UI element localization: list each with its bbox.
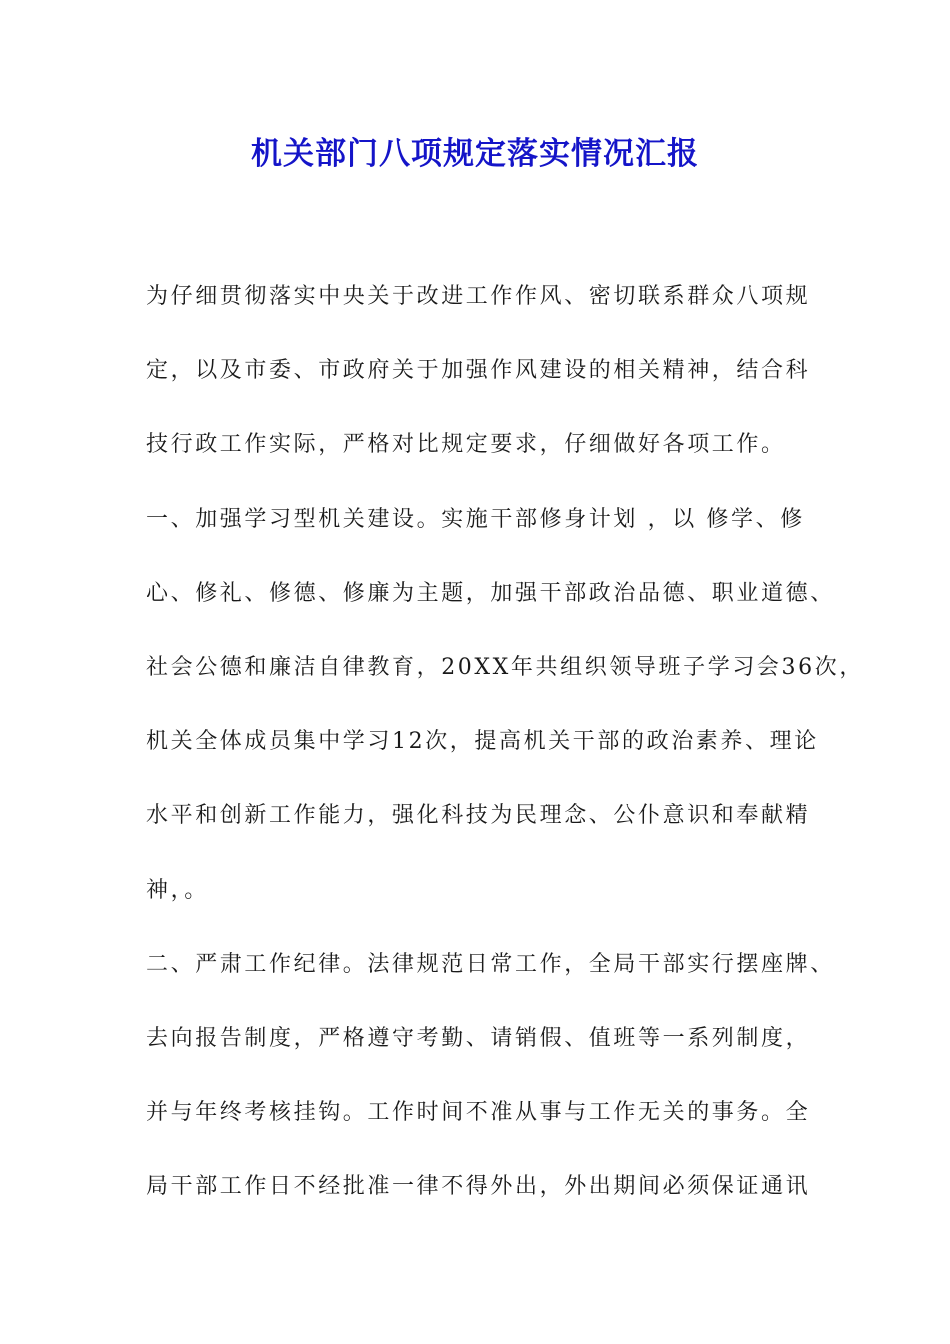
body-line: 去向报告制度，严格遵守考勤、请销假、值班等一系列制度， — [146, 1025, 811, 1051]
document-body — [146, 260, 864, 1224]
body-line: 社会公德和廉洁自律教育，20XX年共组织领导班子学习会36次， — [146, 654, 864, 680]
body-line: 水平和创新工作能力，强化科技为民理念、公仆意识和奉献精 — [146, 803, 811, 829]
body-line: 一、加强学习型机关建设。实施干部修身计划 ，以 修学、修 — [146, 506, 805, 532]
body-line: 局干部工作日不经批准一律不得外出，外出期间必须保证通讯 — [146, 1174, 811, 1200]
document-title: 机关部门八项规定落实情况汇报 — [251, 136, 699, 172]
body-line: 为仔细贯彻落实中央关于改进工作作风、密切联系群众八项规 — [146, 284, 811, 309]
body-line: 心、修礼、修德、修廉为主题，加强干部政治品德、职业道德、 — [146, 580, 835, 606]
body-line: 技行政工作实际，严格对比规定要求，仔细做好各项工作。 — [146, 432, 786, 458]
body-line: 二、严肃工作纪律。法律规范日常工作，全局干部实行摆座牌、 — [146, 951, 835, 977]
body-line: 机关全体成员集中学习12次，提高机关干部的政治素养、理论 — [146, 729, 819, 755]
body-line: 定，以及市委、市政府关于加强作风建设的相关精神，结合科 — [146, 358, 811, 384]
body-line: 神，。 — [146, 877, 209, 903]
body-line: 并与年终考核挂钩。工作时间不准从事与工作无关的事务。全 — [146, 1100, 811, 1126]
